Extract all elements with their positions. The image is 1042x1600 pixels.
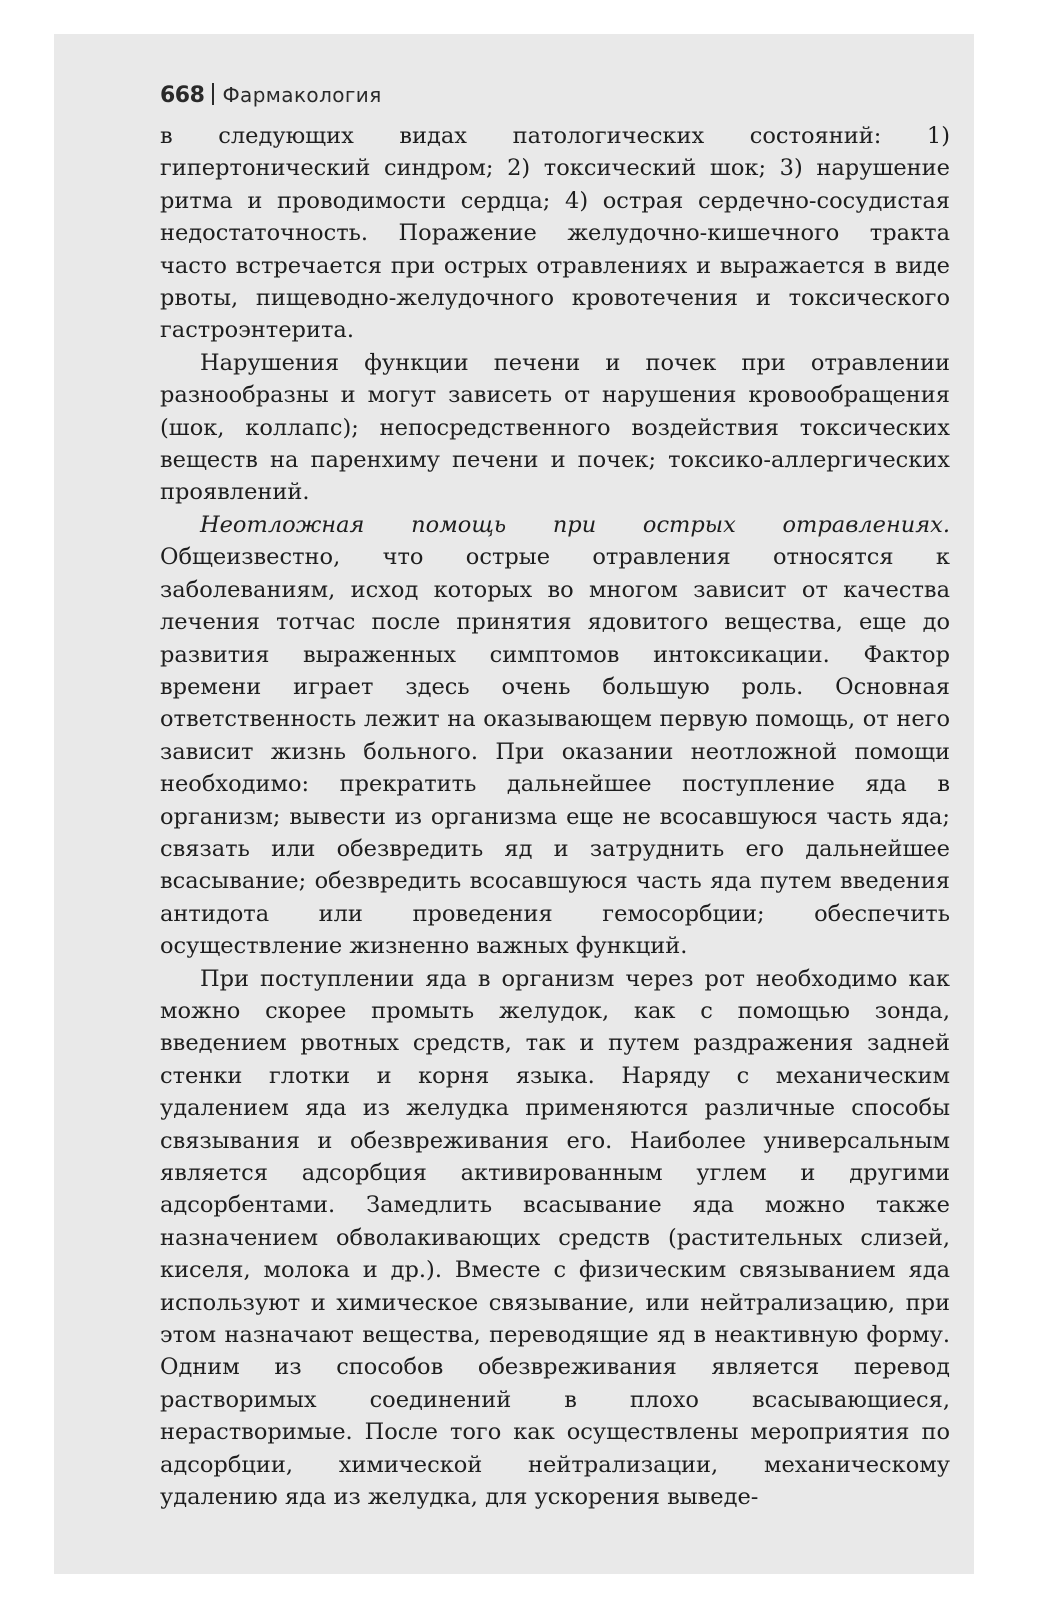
paragraph-4: При поступлении яда в организм через рот необходимо как можно скорее промыть желудок, как с помощью зонда, введением рвотных средств, так и путем раздражения задней стенки глотки и корня языка. Наряду с механическим удалением яда из желудка применяются различные способы связывания и обезвреживания его. Наиболее универсальным является адсорбция активированным углем и другими адсорбентами. Замедлить всасывание яда можно также назначением обволакивающих средств (растительных слизей, киселя, молока и др.). Вместе с физическим связыванием яда используют и химическое связывание, или нейтрализацию, при этом назначают вещества, переводящие яд в неактивную форму. Одним из способов обезвреживания является перевод растворимых соединений в плохо всасывающиеся, нерастворимые. После того как осуществлены мероприятия по адсорбции, химической нейтрализации, механическому удалению яда из желудка, для ускорения выведе-	[160, 965, 950, 1511]
paragraph-3-text: Общеизвестно, что острые отравления относятся к заболеваниям, исход которых во многом зависит от качества лечения тотчас после принятия ядовитого вещества, еще до развития выраженных симптомов интоксикации. Фактор времени играет здесь очень большую роль. Основная ответственность лежит на оказывающем первую помощь, от него зависит жизнь больного. При оказании неотложной помощи необходимо: прекратить дальнейшее поступление яда в организм; вывести из организма еще не всосавшуюся часть яда; связать или обезвредить яд и затруднить его дальнейшее всасывание; обезвредить всосавшуюся часть яда путем введения антидота или проведения гемосорбции; обеспечить осуществление жизненно важных функций.	[160, 544, 950, 960]
header-divider	[212, 83, 214, 105]
paragraph-2: Нарушения функции печени и почек при отравлении разнообразны и могут зависеть от нарушения кровообращения (шок, коллапс); непосредственного воздействия токсических веществ на паренхиму печени и почек; токсико-аллергических проявлений.	[160, 349, 950, 506]
book-title: Фармакология	[222, 83, 382, 107]
paragraph-3	[160, 509, 950, 963]
body-text	[160, 120, 950, 1513]
page-number: 668	[160, 83, 205, 108]
paragraph-3-heading: Неотложная помощь при острых отравлениях.	[200, 511, 950, 538]
paragraph-1: в следующих видах патологических состояний: 1) гипертонический синдром; 2) токсический шок; 3) нарушение ритма и проводимости сердца; 4) острая сердечно-сосудистая недостаточность. Поражение желудочно-кишечного тракта часто встречается при острых отравлениях и выражается в виде рвоты, пищеводно-желудочного кровотечения и токсического гастроэнтерита.	[160, 123, 950, 344]
running-header	[160, 80, 382, 108]
